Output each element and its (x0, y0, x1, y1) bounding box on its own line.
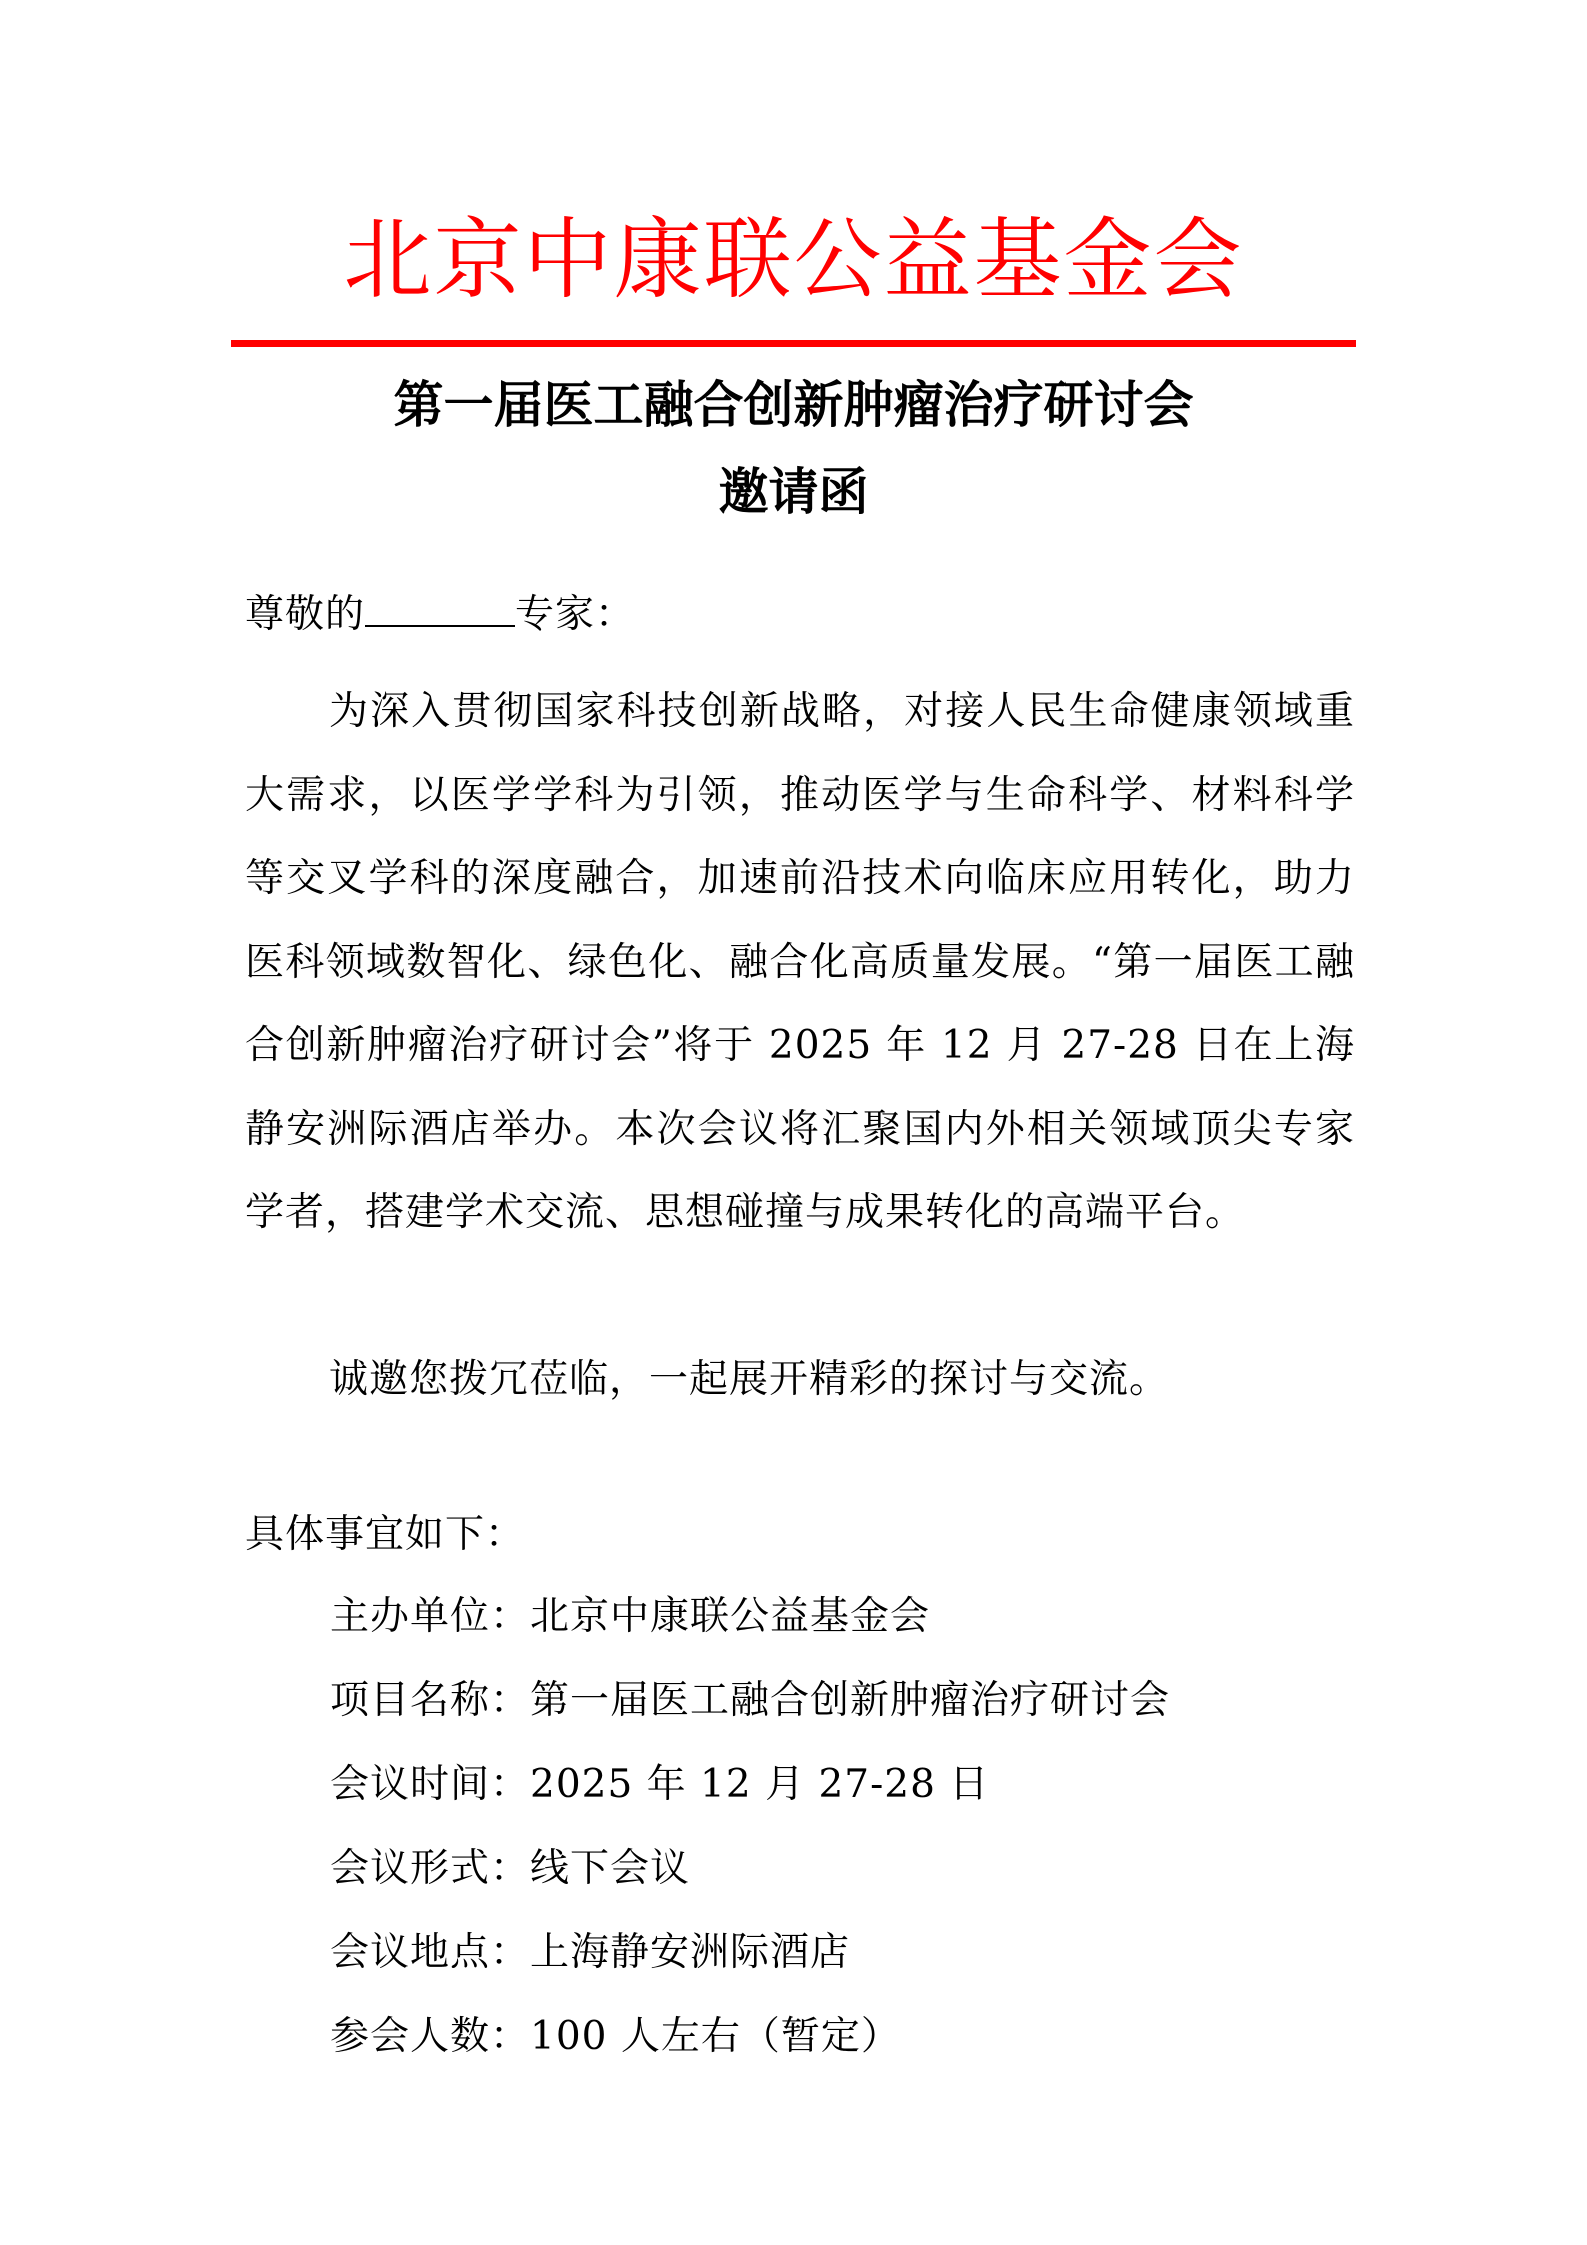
name-blank (365, 587, 515, 627)
detail-label: 主办单位： (330, 1594, 531, 1639)
detail-item (330, 1923, 1330, 2007)
detail-value: 100 人左右（暂定） (530, 2014, 901, 2059)
salutation-prefix: 尊敬的 (245, 592, 366, 637)
detail-label: 参会人数： (330, 2014, 531, 2059)
detail-value: 第一届医工融合创新肿瘤治疗研讨会 (530, 1678, 1171, 1723)
detail-item (330, 1755, 1330, 1839)
details-list (330, 1587, 1330, 2091)
meeting-title: 第一届医工融合创新肿瘤治疗研讨会 (393, 376, 1194, 434)
detail-label: 会议时间： (330, 1762, 531, 1807)
detail-item (330, 1839, 1330, 1923)
header-red-rule (231, 340, 1356, 347)
detail-item (330, 1671, 1330, 1755)
details-heading: 具体事宜如下： (245, 1512, 526, 1557)
detail-value: 上海静安洲际酒店 (530, 1930, 851, 1975)
salutation (245, 585, 1355, 645)
detail-label: 会议地点： (330, 1930, 531, 1975)
detail-value: 线下会议 (530, 1846, 691, 1891)
detail-label: 项目名称： (330, 1678, 531, 1723)
salutation-suffix: 专家： (515, 592, 636, 637)
detail-item (330, 2007, 1330, 2091)
organization-title: 北京中康联公益基金会 (343, 208, 1244, 311)
detail-item (330, 1587, 1330, 1671)
detail-value: 2025 年 12 月 27-28 日 (530, 1762, 990, 1807)
invitation-title: 邀请函 (718, 463, 869, 521)
invitation-closing: 诚邀您拨冗莅临，一起展开精彩的探讨与交流。 (329, 1357, 1170, 1402)
detail-value: 北京中康联公益基金会 (530, 1594, 931, 1639)
detail-label: 会议形式： (330, 1846, 531, 1891)
invitation-paragraph: 为深入贯彻国家科技创新战略，对接人民生命健康领域重大需求，以医学学科为引领，推动医学与生命科学、材料科学等交叉学科的深度融合，加速前沿技术向临床应用转化，助力医科领域数智化、绿色化、融合化高质量发展。“第一届医工融合创新肿瘤治疗研讨会”将于 2025 年 12 月 27-28 日在上海静安洲际酒店举办。本次会议将汇聚国内外相关领域顶尖专家学者，搭建学术交流、思想碰撞与成果转化的高端平台。 (245, 689, 1355, 1235)
